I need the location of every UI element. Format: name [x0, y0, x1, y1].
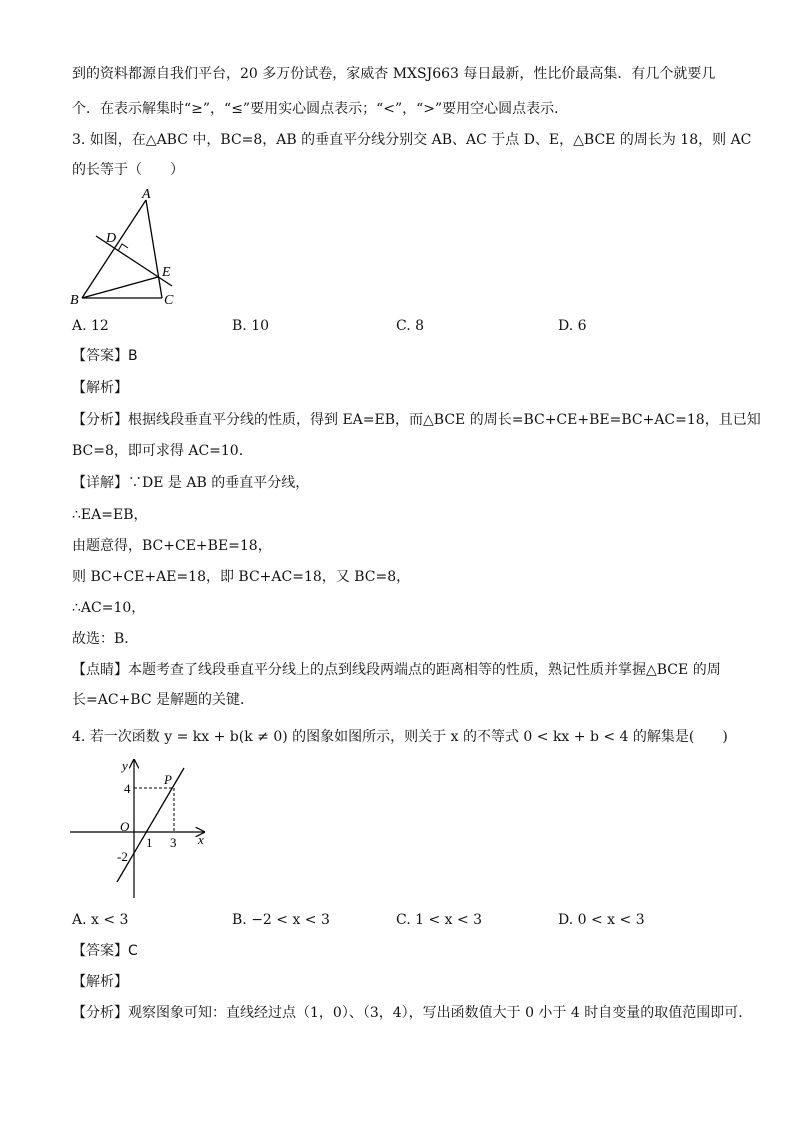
q3-detail-line-5: ∴AC=10，: [72, 600, 146, 616]
tick-label-3: 3: [170, 835, 177, 850]
q4-analysis-line-1: 【分析】观察图象可知：直线经过点（1，0）、（3，4），写出函数值大于 0 小于 4 时自变量的取值范围即可．: [72, 1005, 753, 1021]
q3-stem-line-2: 的长等于（ ）: [72, 162, 184, 178]
tick-label-4: 4: [124, 781, 131, 796]
label-c: C: [164, 293, 174, 308]
q3-comment-line-1: 【点睛】本题考查了线段垂直平分线上的点到线段两端点的距离相等的性质，熟记性质并掌握△BCE 的周: [72, 662, 721, 678]
tick-label-1: 1: [146, 835, 153, 850]
segment-ac: [146, 200, 162, 298]
q4-stem: 4. 若一次函数 y = kx + b(k ≠ 0) 的图象如图所示，则关于 x 的不等式 0 < kx + b < 4 的解集是( ): [72, 729, 728, 745]
right-angle-mark: [118, 244, 128, 251]
q3-analysis-line-1: 【分析】根据线段垂直平分线的性质，得到 EA=EB，而△BCE 的周长=BC+CE+BE=BC+AC=18，且已知: [72, 412, 761, 428]
label-x: x: [198, 832, 204, 847]
q3-analysis-line-2: BC=8，即可求得 AC=10．: [72, 443, 253, 459]
q3-option-d: D. 6: [558, 318, 587, 334]
q3-answer: 【答案】B: [72, 348, 138, 364]
label-b: B: [70, 293, 79, 308]
q3-stem-line-1: 3. 如图，在△ABC 中，BC=8，AB 的垂直平分线分别交 AB、AC 于点 D、E，△BCE 的周长为 18，则 AC: [72, 132, 752, 148]
q3-analysis-title: 【解析】: [72, 380, 128, 396]
q3-comment-line-2: 长=AC+BC 是解题的关键．: [72, 692, 254, 708]
label-a: A: [142, 187, 151, 202]
label-d: D: [106, 231, 117, 246]
label-p: P: [164, 772, 172, 787]
q3-option-a: A. 12: [72, 318, 109, 334]
q3-detail-line-6: 故选：B．: [72, 631, 139, 647]
q4-option-c: C. 1 < x < 3: [396, 912, 483, 928]
q3-detail-line-1: 【详解】∵DE 是 AB 的垂直平分线，: [72, 475, 310, 491]
label-origin: O: [120, 819, 130, 834]
q4-option-b: B. −2 < x < 3: [232, 912, 330, 928]
q4-answer: 【答案】C: [72, 943, 138, 959]
q3-detail-line-3: 由题意得，BC+CE+BE=18，: [72, 538, 272, 554]
q4-function-graph: [66, 754, 216, 902]
q3-detail-line-2: ∴EA=EB，: [72, 507, 148, 523]
intro-line-1: 到的资料都源自我们平台，20 多万份试卷，家威杏 MXSJ663 每日最新，性比价最高集．有几个就要几: [72, 66, 716, 82]
q4-analysis-title: 【解析】: [72, 974, 128, 990]
q4-option-d: D. 0 < x < 3: [558, 912, 645, 928]
q4-option-a: A. x < 3: [72, 912, 129, 928]
tick-label-neg2: -2: [117, 849, 128, 864]
label-y: y: [122, 758, 128, 773]
label-e: E: [162, 265, 171, 280]
q3-detail-line-4: 则 BC+CE+AE=18，即 BC+AC=18，又 BC=8，: [72, 569, 411, 585]
q3-option-b: B. 10: [232, 318, 270, 334]
q3-option-c: C. 8: [396, 318, 425, 334]
intro-line-2: 个．在表示解集时“≥”，“≤”要用实心圆点表示；“<”，“>”要用空心圆点表示．: [72, 101, 569, 117]
q3-triangle-figure: [66, 186, 186, 310]
